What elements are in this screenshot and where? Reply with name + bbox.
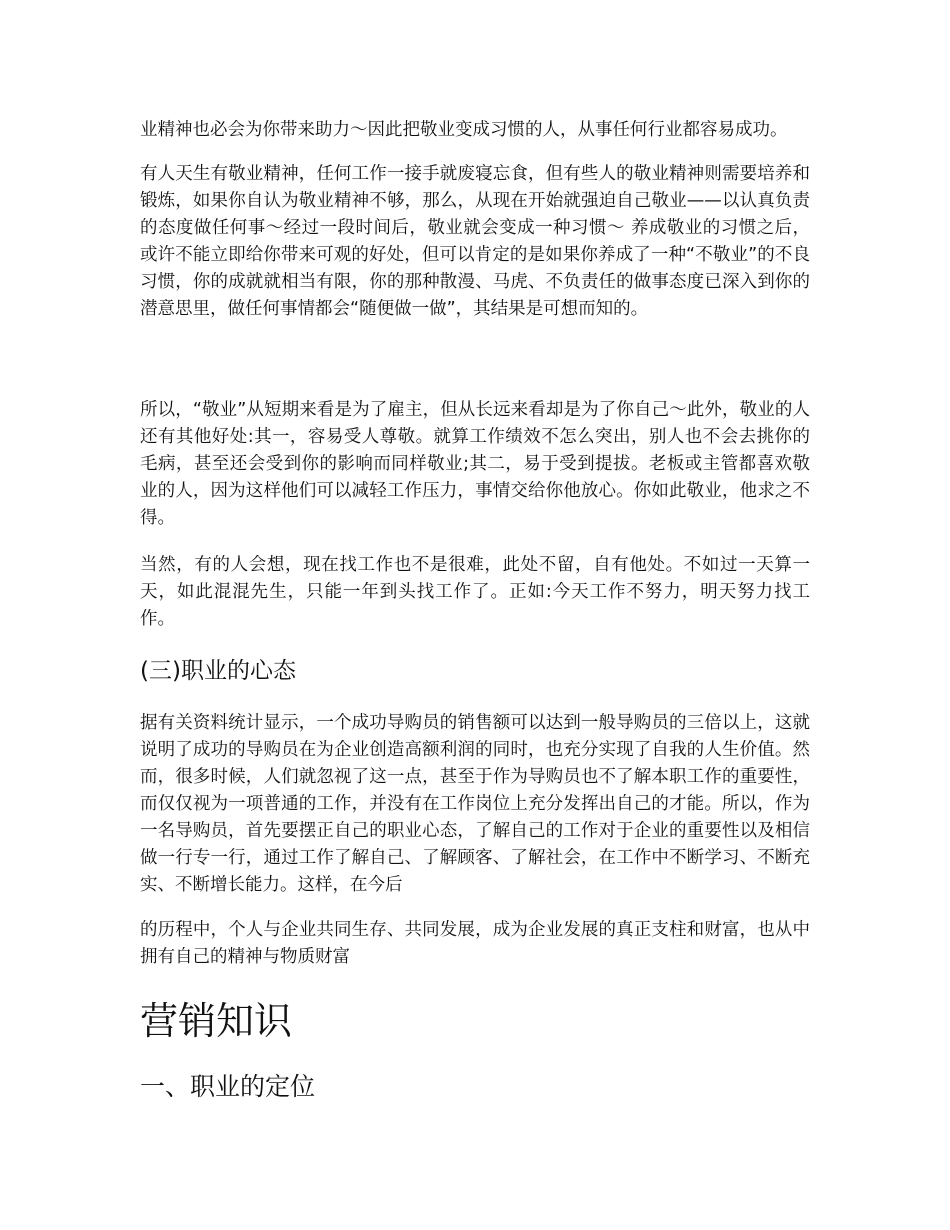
- subsection-heading-career-positioning: 一、职业的定位: [140, 1072, 316, 1101]
- paragraph-career-mindset: 据有关资料统计显示，一个成功导购员的销售额可以达到一般导购员的三倍以上，这就说明了成功的导购员在为企业创造高额利润的同时，也充分实现了自我的人生价值。然而，很多时候，人们就忽视了这一点，甚至于作为导购员也不了解本职工作的重要性，而仅仅视为一项普通的工作，并没有在工作岗位上充分发挥出自己的才能。所以，作为一名导购员，首先要摆正自己的职业心态，了解自己的工作对于企业的重要性以及相信做一行专一行，通过工作了解自己、了解顾客、了解社会，在工作中不断学习、不断充实、不断增长能力。这样，在今后: [140, 713, 810, 895]
- paragraph-career-mindset-continued: 的历程中，个人与企业共同生存、共同发展，成为企业发展的真正支柱和财富，也从中拥有自己的精神与物质财富: [140, 920, 810, 967]
- paragraph-dedication-benefits: 所以，“敬业”从短期来看是为了雇主，但从长远来看却是为了你自己～此外，敬业的人还有其他好处:其一，容易受人尊敬。就算工作绩效不怎么突出，别人也不会去挑你的毛病，甚至还会受到你的影响而同样敬业;其二，易于受到提拔。老板或主管都喜欢敬业的人，因为这样他们可以减轻工作压力，事情交给你他放心。你如此敬业，他求之不得。: [140, 400, 810, 528]
- paragraph-dedication-success: 业精神也必会为你带来助力～因此把敬业变成习惯的人，从事任何行业都容易成功。: [140, 120, 788, 140]
- paragraph-job-hopping: 当然，有的人会想，现在找工作也不是很难，此处不留，自有他处。不如过一天算一天，如此混混先生，只能一年到头找工作了。正如:今天工作不努力，明天努力找工作。: [140, 555, 810, 629]
- chapter-heading-marketing-knowledge: 营销知识: [140, 999, 293, 1043]
- paragraph-dedication-habit: 有人天生有敬业精神，任何工作一接手就废寝忘食，但有些人的敬业精神则需要培养和锻炼，如果你自认为敬业精神不够，那么，从现在开始就强迫自己敬业——以认真负责的态度做任何事～经过一段时间后，敬业就会变成一种习惯～ 养成敬业的习惯之后，或许不能立即给你带来可观的好处，但可以肯定的是如果你养成了一种“不敬业”的不良习惯，你的成就就相当有限，你的那种散漫、马虎、不负责任的做事态度已深入到你的潜意思里，做任何事情都会“随便做一做”，其结果是可想而知的。: [140, 164, 810, 319]
- section-heading-career-mindset: (三)职业的心态: [140, 658, 296, 684]
